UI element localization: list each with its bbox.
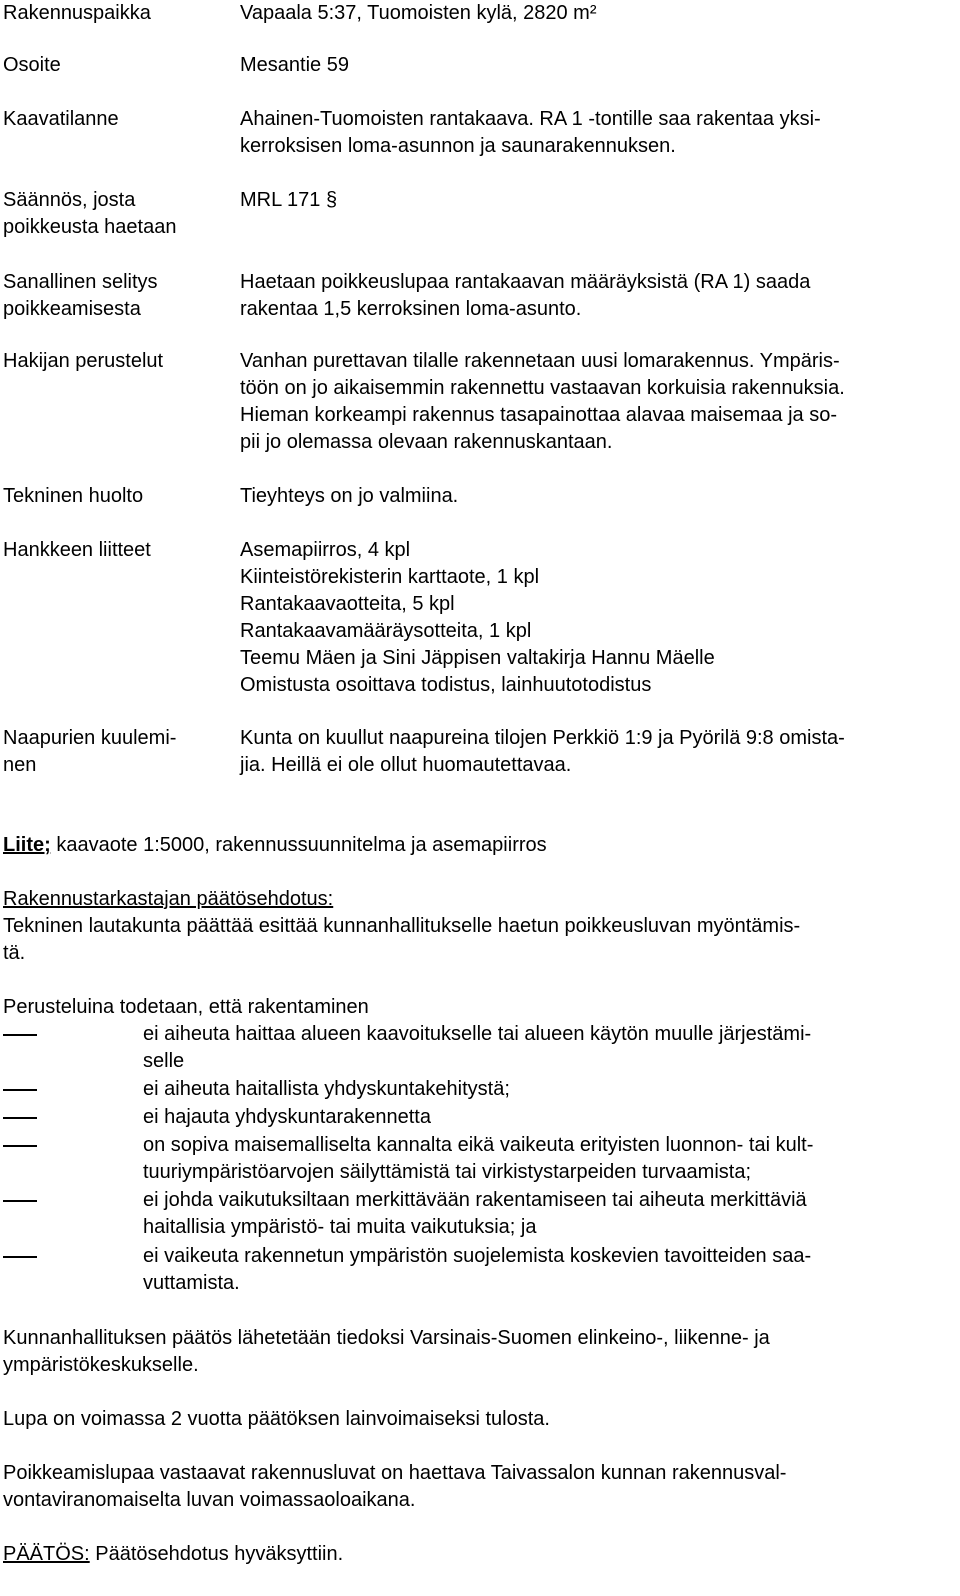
row-label [3,537,228,564]
attachment-prefix: Liite; [3,834,51,856]
proposal-section [3,886,953,967]
value-line: Omistusta osoittava todistus, lainhuutotodistus [240,674,652,696]
value-line: Kiinteistörekisterin karttaote, 1 kpl [240,566,540,588]
dash-bullet-icon [3,1145,37,1147]
value-line: Rantakaavamääräysotteita, 1 kpl [240,620,532,642]
value-line: kerroksisen loma-asunnon ja saunarakennuksen. [240,135,676,157]
validity-line: Lupa on voimassa 2 vuotta päätöksen lainvoimaiseksi tulosta. [3,1408,550,1430]
dash-bullet-icon [3,1117,37,1119]
value-line: Tieyhteys on jo valmiina. [240,485,459,507]
value-line: pii jo olemassa olevaan rakennuskantaan. [240,431,613,453]
value-line: rakentaa 1,5 kerroksinen loma-asunto. [240,298,582,320]
row-value [240,52,952,79]
row-label [3,269,228,323]
grounds-intro-text: Perusteluina todetaan, että rakentaminen [3,996,369,1018]
value-line: Hieman korkeampi rakennus tasapainottaa alavaa maisemaa ja so- [240,404,837,426]
list-item-line: ei hajauta yhdyskuntarakennetta [143,1106,431,1128]
row-value [240,106,952,160]
list-item-line: ei aiheuta haitallista yhdyskuntakehitystä; [143,1078,510,1100]
proposal-line: Tekninen lautakunta päättää esittää kunnanhallitukselle haetun poikkeusluvan myöntämis- [3,915,801,937]
label-line: poikkeusta haetaan [3,216,177,238]
row-label [3,187,228,241]
value-line: Asemapiirros, 4 kpl [240,539,411,561]
value-line: Kunta on kuullut naapureina tilojen Perkkiö 1:9 ja Pyörilä 9:8 omista- [240,727,845,749]
label-line: Rakennuspaikka [3,2,151,24]
row-value [240,725,952,779]
value-line: Haetaan poikkeuslupaa rantakaavan määräyksistä (RA 1) saada [240,271,811,293]
row-value [240,537,952,699]
list-item-text [143,1187,953,1241]
attachment-line [3,832,953,859]
proposal-heading: Rakennustarkastajan päätösehdotus: [3,888,334,910]
label-line: Hankkeen liitteet [3,539,151,561]
list-item-line: vuttamista. [143,1272,240,1294]
dash-bullet-icon [3,1256,37,1258]
proposal-line: tä. [3,942,26,964]
list-item-line: selle [143,1050,185,1072]
value-line: jia. Heillä ei ole ollut huomautettavaa. [240,754,572,776]
list-item-text [143,1132,953,1186]
value-line: Vanhan purettavan tilalle rakennetaan uusi lomarakennus. Ympäris- [240,350,840,372]
validity-paragraph [3,1406,953,1433]
list-item-line: tuuriympäristöarvojen säilyttämistä tai virkistystarpeiden turvaamista; [143,1161,751,1183]
row-value [240,187,952,214]
label-line: Tekninen huolto [3,485,144,507]
label-line: Hakijan perustelut [3,350,164,372]
label-line: nen [3,754,37,776]
value-line: Ahainen-Tuomoisten rantakaava. RA 1 -tontille saa rakentaa yksi- [240,108,821,130]
row-label [3,348,228,375]
row-value [240,483,952,510]
label-line: Kaavatilanne [3,108,119,130]
row-label [3,52,228,79]
list-item-line: on sopiva maisemalliselta kannalta eikä vaikeuta erityisten luonnon- tai kult- [143,1134,814,1156]
label-line: Säännös, josta [3,189,136,211]
label-line: poikkeamisesta [3,298,141,320]
row-value [240,348,952,456]
list-item-text [143,1076,953,1103]
decision-label: PÄÄTÖS: [3,1543,90,1565]
list-item-text [143,1104,953,1131]
dash-bullet-icon [3,1089,37,1091]
value-line: MRL 171 § [240,189,338,211]
value-line: Mesantie 59 [240,54,349,76]
list-item-line: ei vaikeuta rakennetun ympäristön suojelemista koskevien tavoitteiden saa- [143,1245,812,1267]
grounds-intro [3,994,953,1021]
list-item-text [143,1243,953,1297]
list-item-line: haitallisia ympäristö- tai muita vaikutuksia; ja [143,1216,537,1238]
notice-line: ympäristökeskukselle. [3,1354,199,1376]
decision-text: Päätösehdotus hyväksyttiin. [89,1543,344,1565]
attachment-text: kaavaote 1:5000, rakennussuunnitelma ja asemapiirros [50,834,547,856]
row-label [3,106,228,133]
notice-line: Kunnanhallituksen päätös lähetetään tiedoksi Varsinais-Suomen elinkeino-, liikenne- ja [3,1327,770,1349]
list-item-line: ei johda vaikutuksiltaan merkittävään rakentamiseen tai aiheuta merkittäviä [143,1189,807,1211]
row-value [240,0,952,27]
list-item-line: ei aiheuta haittaa alueen kaavoitukselle tai alueen käytön muulle järjestämi- [143,1023,812,1045]
row-label [3,725,228,779]
row-label [3,0,228,27]
permits-paragraph [3,1460,953,1514]
label-line: Sanallinen selitys [3,271,158,293]
row-label [3,483,228,510]
permits-line: vontaviranomaiselta luvan voimassaoloaikana. [3,1489,416,1511]
dash-bullet-icon [3,1200,37,1202]
value-line: Vapaala 5:37, Tuomoisten kylä, 2820 m² [240,2,597,24]
decision-line [3,1541,953,1568]
label-line: Naapurien kuulemi- [3,727,177,749]
value-line: Teemu Mäen ja Sini Jäppisen valtakirja Hannu Mäelle [240,647,715,669]
permits-line: Poikkeamislupaa vastaavat rakennusluvat on haettava Taivassalon kunnan rakennusval- [3,1462,787,1484]
value-line: töön on jo aikaisemmin rakennettu vastaavan korkuisia rakennuksia. [240,377,845,399]
notice-paragraph [3,1325,953,1379]
dash-bullet-icon [3,1034,37,1036]
list-item-text [143,1021,953,1075]
value-line: Rantakaavaotteita, 5 kpl [240,593,455,615]
row-value [240,269,952,323]
label-line: Osoite [3,54,61,76]
